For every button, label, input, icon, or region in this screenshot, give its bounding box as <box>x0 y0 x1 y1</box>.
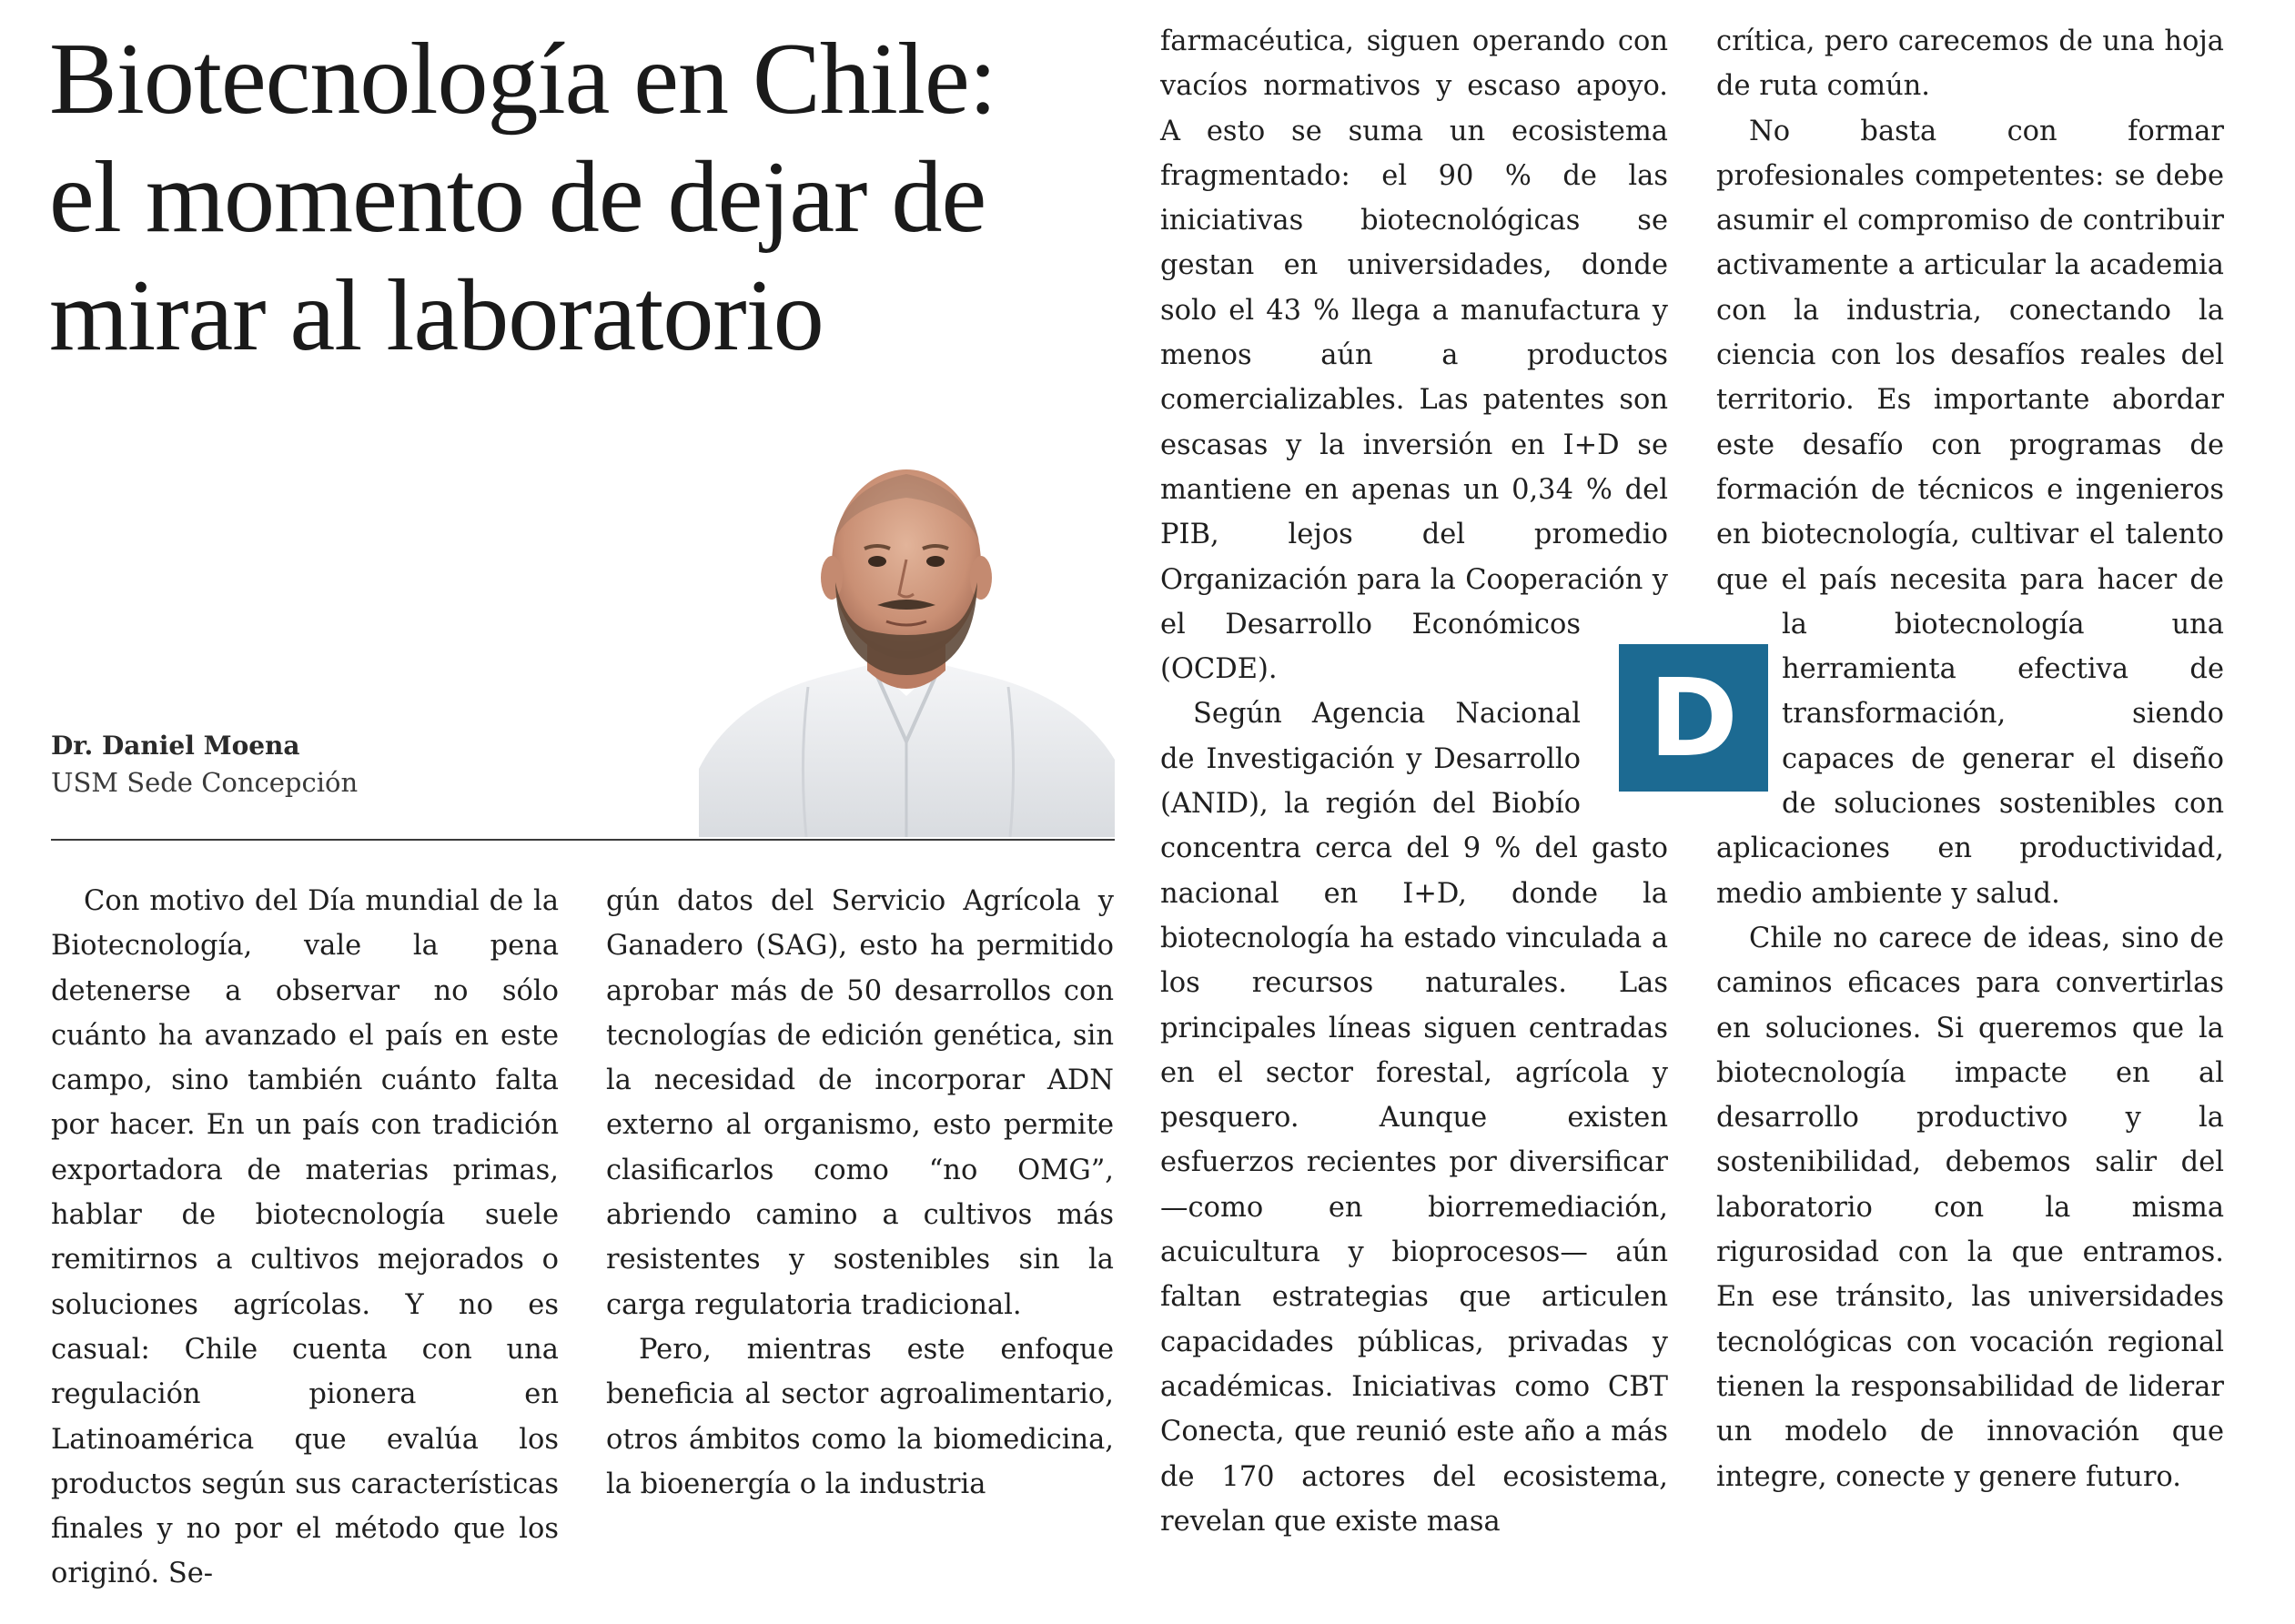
dropcap-letter: D <box>1619 644 1768 792</box>
paragraph: Según Agencia Nacional de Investigación y Desarrollo (ANID), la región del Biobío concentra cerca del 9 % del gasto nacional en I+D, donde la biotecnología ha estado vinculada a los recursos naturales. Las principales líneas siguen centradas en el sector forestal, agrícola y pesquero. Aunque existen esfuerzos recientes por diversificar —como en biorremediación, acuicultura y bioprocesos— aún faltan estrategias que articulen capacidades públicas, privadas y académicas. Iniciativas como CBT Conecta, que reunió este año a más de 170 actores del ecosistema, revelan que existe masa <box>1160 698 1668 1538</box>
author-portrait-illustration <box>699 469 1115 837</box>
headline <box>49 20 1123 375</box>
paragraph: gún datos del Servicio Agrícola y Ganadero (SAG), esto ha permitido aprobar más de 50 desarrollos con tecnologías de edición genética, sin la necesidad de incorporar ADN externo al organismo, esto permite clasificarlos como “no OMG”, abriendo camino a cultivos más resistentes y sostenibles sin la carga regulatoria tradicional. <box>606 885 1114 1321</box>
headline-line-2: el momento de dejar de <box>49 141 986 254</box>
paragraph <box>1160 19 1668 691</box>
paragraph-text: crítica, pero carecemos de una hoja de ruta común. <box>1716 25 2224 103</box>
paragraph-text: No basta con formar profesionales competentes: se debe asumir el compromiso de contribuir activamente a articular la academia con la industria, conectando la ciencia con los desafíos reales del territorio. Es importante abordar este desafío con programas de formación de técnicos e ingenieros en biotecnología, cultivar el talento que el país necesita para hacer de la biotecnología una herramienta efectiva de transformación, siendo capaces de generar el diseño de soluciones sostenibles con aplicaciones en productividad, medio ambiente y salud. <box>1716 115 2224 910</box>
paragraph <box>1716 19 2224 109</box>
author-photo <box>699 469 1115 837</box>
article-column-2 <box>606 879 1114 1507</box>
paragraph: Pero, mientras este enfoque beneficia al sector agroalimentario, otros ámbitos como la biomedicina, la bioenergía o la industria <box>606 1333 1114 1500</box>
section-divider <box>51 839 1115 841</box>
headline-line-1: Biotecnología en Chile: <box>49 23 996 136</box>
headline-line-3: mirar al laboratorio <box>49 259 824 372</box>
author-name: Dr. Daniel Moena <box>51 731 300 761</box>
article-column-1 <box>51 879 559 1597</box>
author-affiliation: USM Sede Concepción <box>51 767 359 798</box>
article-column-4 <box>1716 19 2224 1499</box>
paragraph: Chile no carece de ideas, sino de caminos eficaces para convertirlas en soluciones. Si queremos que la biotecnología impacte en al desarrollo productivo y la sostenibilidad, debemos salir del laboratorio con la misma rigurosidad con la que entramos. En ese tránsito, las universidades tecnológicas con vocación regional tienen la responsabilidad de liderar un modelo de innovación que integre, conecte y genere futuro. <box>1716 922 2224 1493</box>
article-column-3 <box>1160 19 1668 1544</box>
paragraph <box>1716 109 2224 916</box>
paragraph-text: farmacéutica, siguen operando con vacíos normativos y escaso apoyo. A esto se suma un ecosistema fragmentado: el 90 % de las iniciativas biotecnológicas se gestan en universidades, donde solo el 43 % llega a manufactura y menos aún a productos comercializables. Las patentes son escasas y la inversión en I+D se mantiene en apenas un 0,34 % del PIB, lejos del promedio Organización para la Cooperación y el Desarrollo Económicos (OCDE). <box>1160 25 1668 686</box>
byline <box>51 728 597 801</box>
paragraph: Con motivo del Día mundial de la Biotecnología, vale la pena detenerse a observar no sólo cuánto ha avanzado el país en este campo, sino también cuánto falta por hacer. En un país con tradición exportadora de materias primas, hablar de biotecnología suele remitirnos a cultivos mejorados o soluciones agrícolas. Y no es casual: Chile cuenta con una regulación pionera en Latinoamérica que evalúa los productos según sus características finales y no por el método que los originó. Se- <box>51 885 559 1590</box>
